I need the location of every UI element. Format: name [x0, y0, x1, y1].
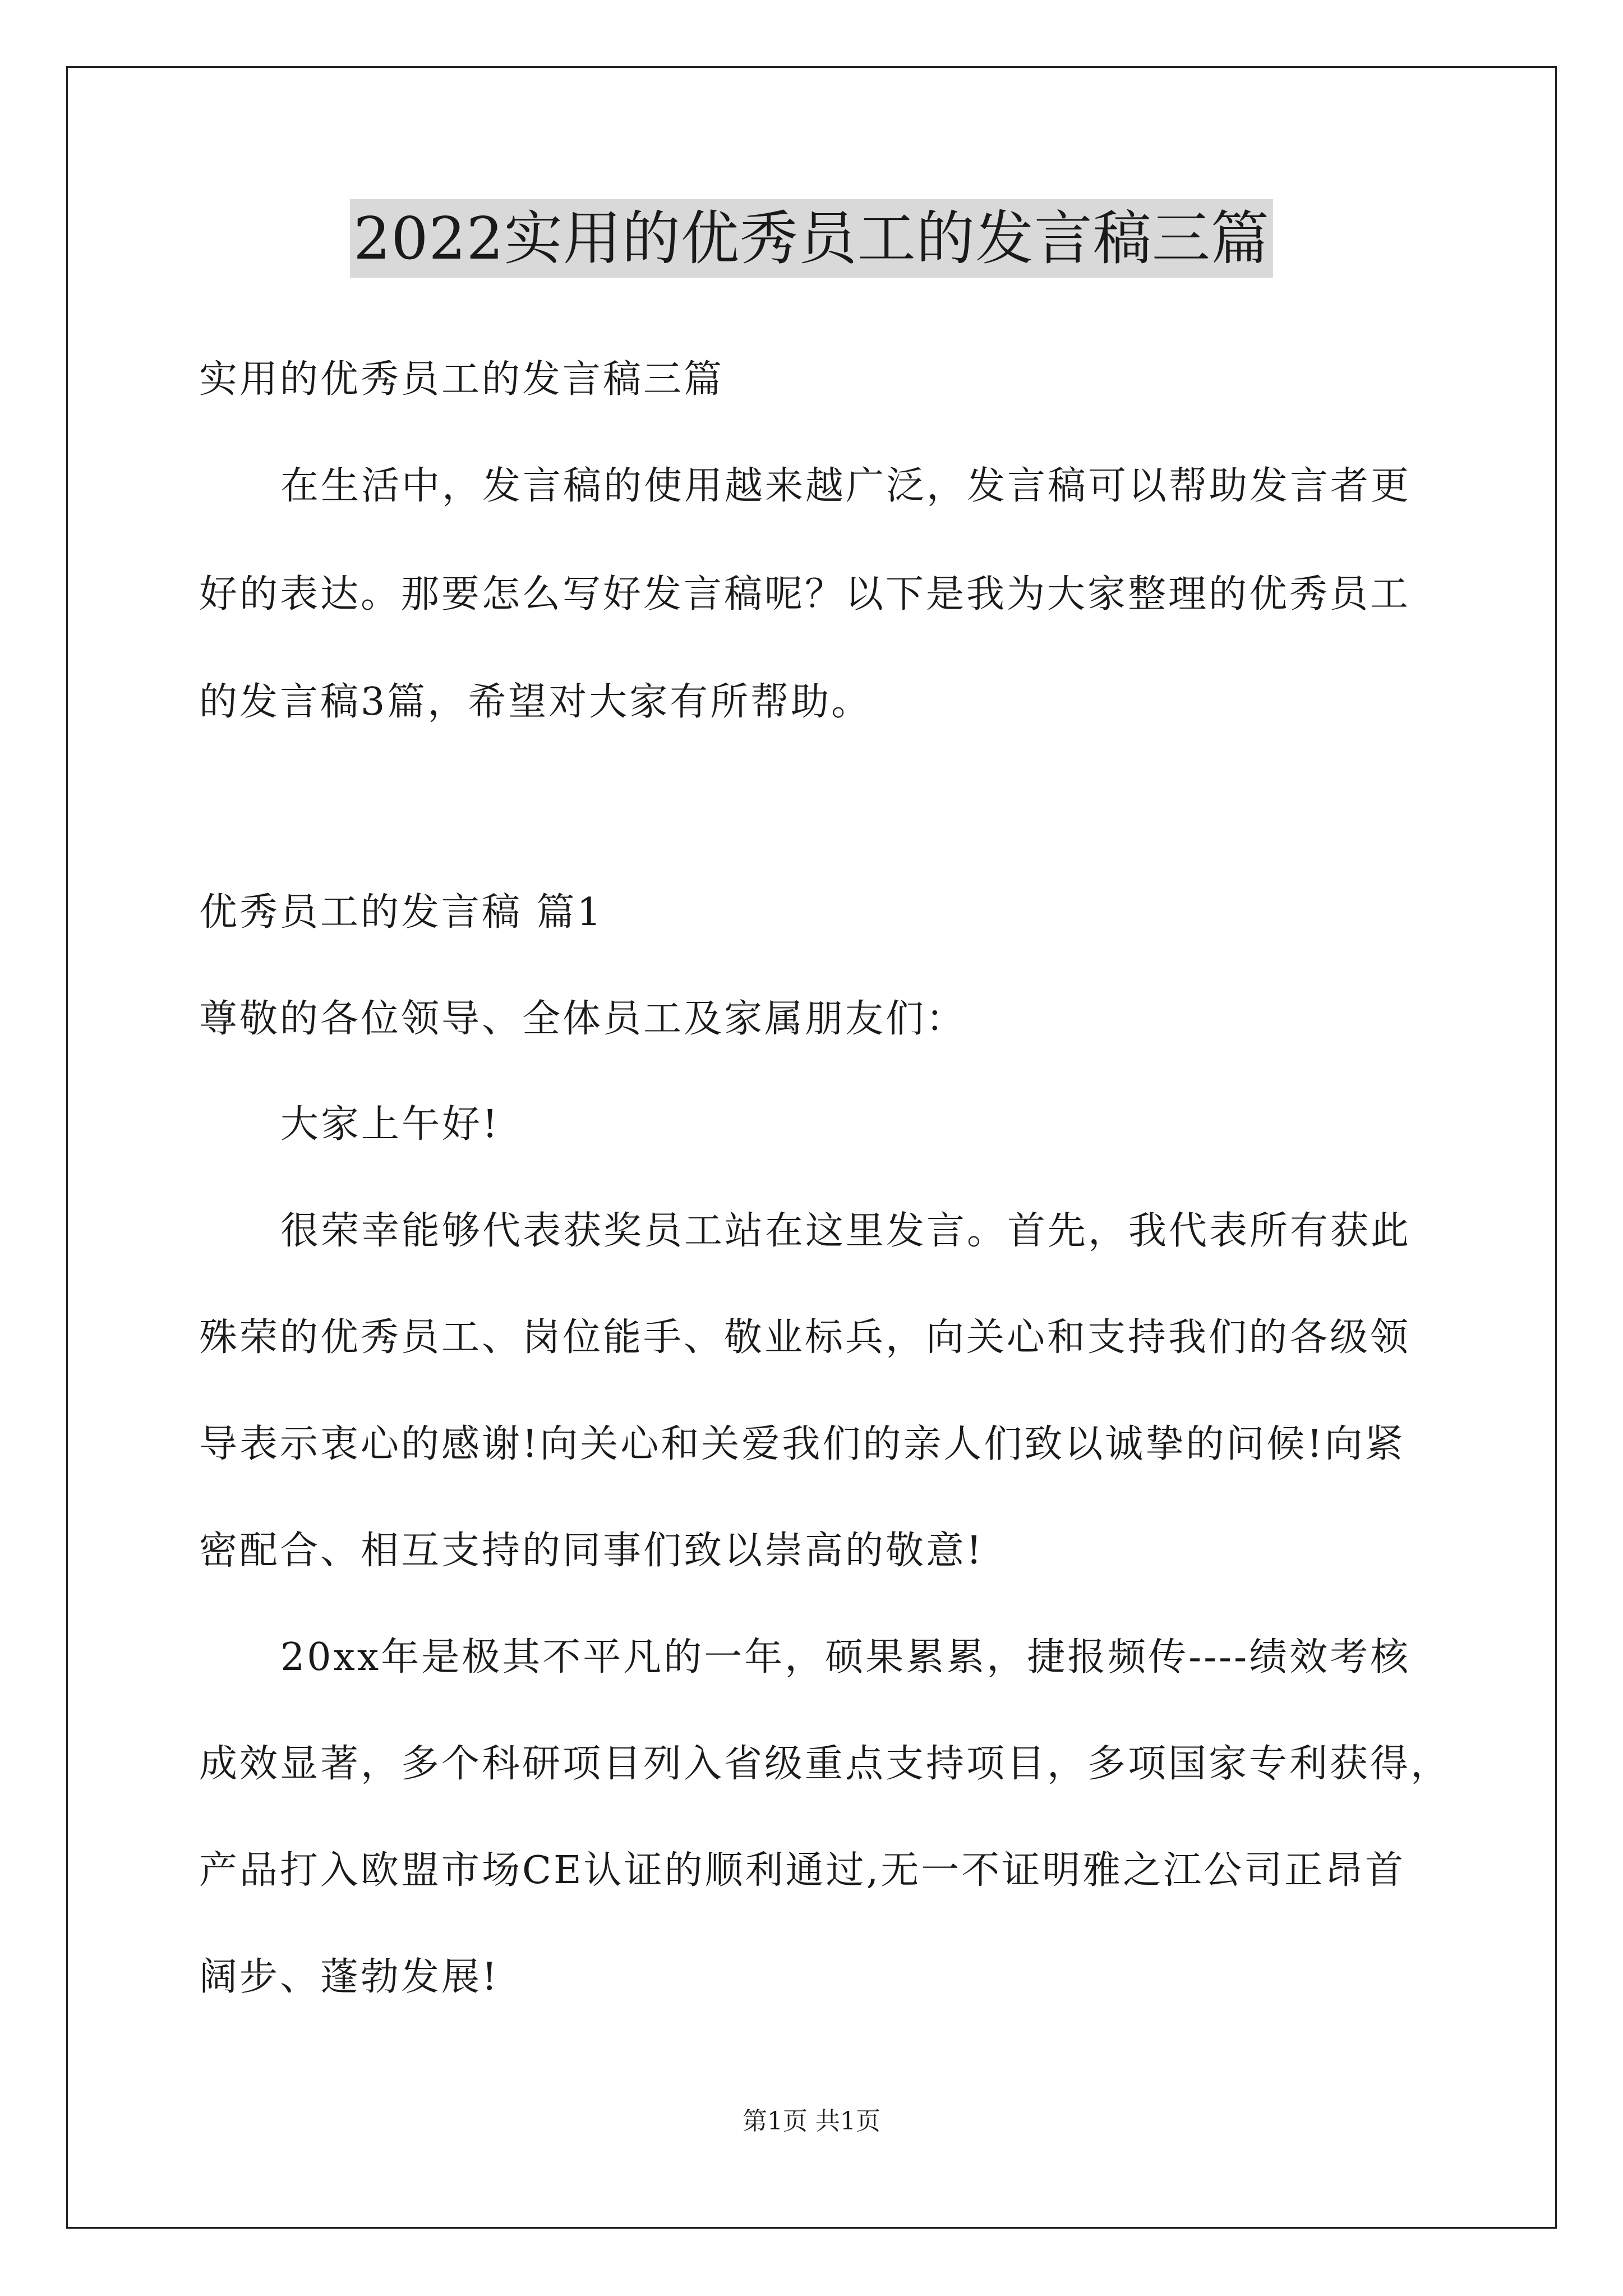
paragraph-line: 20xx年是极其不平凡的一年，硕果累累，捷报频传----绩效考核 [280, 1635, 1411, 1680]
title-container [0, 199, 1623, 278]
intro-line: 的发言稿3篇，希望对大家有所帮助。 [199, 680, 872, 724]
paragraph-line: 殊荣的优秀员工、岗位能手、敬业标兵，向关心和支持我们的各级领 [199, 1315, 1411, 1360]
paragraph-line: 很荣幸能够代表获奖员工站在这里发言。首先，我代表所有获此 [280, 1209, 1412, 1253]
paragraph-line: 阔步、蓬勃发展! [199, 1955, 500, 1999]
document-title: 2022实用的优秀员工的发言稿三篇 [350, 199, 1273, 278]
greeting: 大家上午好! [280, 1102, 500, 1147]
paragraph-line: 成效显著，多个科研项目列入省级重点支持项目，多项国家专利获得， [199, 1742, 1451, 1786]
paragraph-line: 产品打入欧盟市场CE认证的顺利通过,无一不证明雅之江公司正昂首 [199, 1848, 1406, 1893]
document-subtitle: 实用的优秀员工的发言稿三篇 [199, 357, 725, 402]
paragraph-line: 密配合、相互支持的同事们致以崇高的敬意! [199, 1529, 984, 1573]
intro-line: 在生活中，发言稿的使用越来越广泛，发言稿可以帮助发言者更 [280, 464, 1412, 508]
salutation: 尊敬的各位领导、全体员工及家属朋友们： [199, 997, 967, 1041]
paragraph-line: 导表示衷心的感谢!向关心和关爱我们的亲人们致以诚挚的问候!向紧 [199, 1422, 1405, 1466]
intro-line: 好的表达。那要怎么写好发言稿呢？以下是我为大家整理的优秀员工 [199, 572, 1411, 616]
page-footer: 第1页 共1页 [743, 2107, 880, 2136]
section-heading: 优秀员工的发言稿 篇1 [199, 890, 603, 935]
